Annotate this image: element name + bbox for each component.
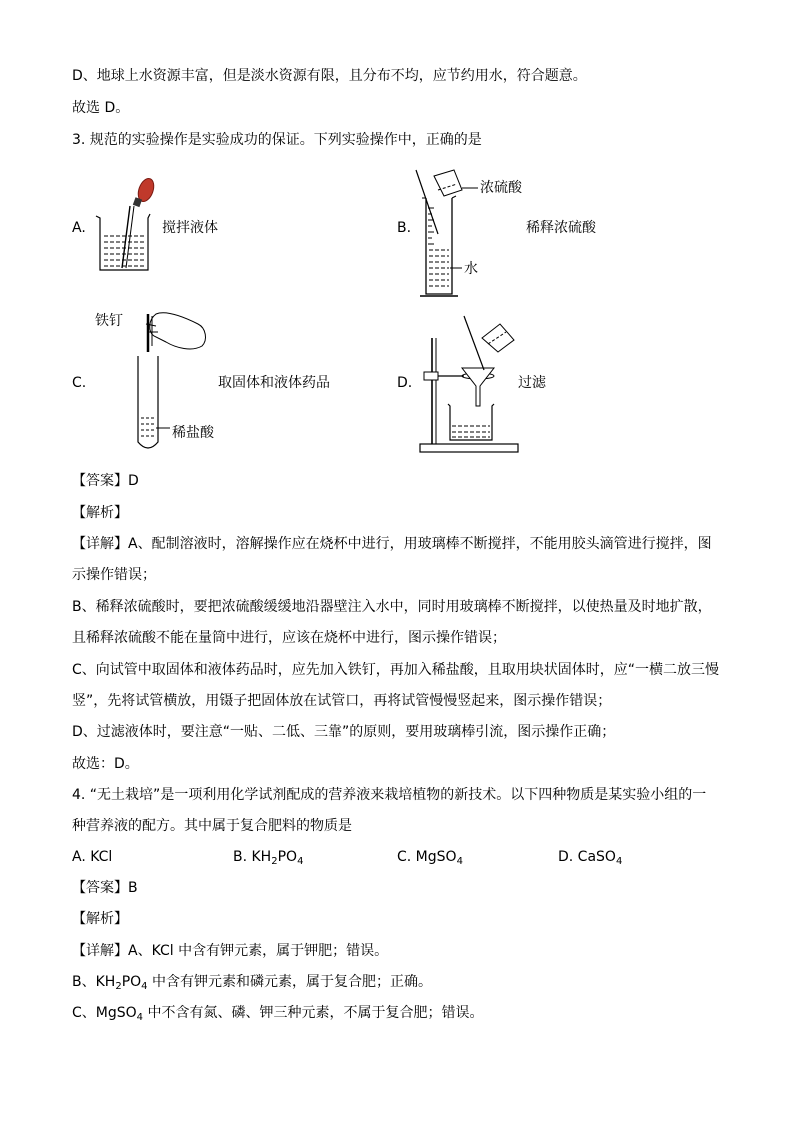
detail-3-g: D、过滤液体时，要注意“一贴、二低、三靠”的原则，要用玻璃棒引流，图示操作正确； xyxy=(72,724,616,740)
label-dilute-hcl: 稀盐酸 xyxy=(172,425,214,441)
option-4-b: B. $KH_2PO_4$ xyxy=(233,849,304,867)
option-4-d: D. CaSO$_4$ xyxy=(558,849,623,867)
answer-3: 【答案】D xyxy=(72,473,139,489)
graduated-cylinder-figure xyxy=(412,168,482,300)
option-a-letter: A. xyxy=(72,220,86,236)
option-b-caption: 稀释浓硫酸 xyxy=(526,220,596,236)
detail-3-h: 故选：D。 xyxy=(72,756,139,772)
analysis-3: 【解析】 xyxy=(72,505,128,521)
option-d-caption: 过滤 xyxy=(518,375,546,391)
label-iron-nail: 铁钉 xyxy=(95,313,123,329)
option-d-letter: D. xyxy=(397,375,413,391)
label-concentrated-acid: 浓硫酸 xyxy=(480,180,522,196)
label-water: 水 xyxy=(464,261,478,277)
option-c-caption: 取固体和液体药品 xyxy=(218,375,330,391)
question-4-b: 种营养液的配方。其中属于复合肥料的物质是 xyxy=(72,818,352,834)
option-c-letter: C. xyxy=(72,375,87,391)
detail-4-a: 【详解】A、KCl 中含有钾元素，属于钾肥；错误。 xyxy=(72,943,389,959)
detail-3-a: 【详解】A、配制溶液时，溶解操作应在烧杯中进行，用玻璃棒不断搅拌，不能用胶头滴管进行搅拌，图 xyxy=(72,536,712,552)
detail-3-d: 且稀释浓硫酸不能在量筒中进行，应该在烧杯中进行，图示操作错误； xyxy=(72,630,506,646)
text-line-1: D、地球上水资源丰富，但是淡水资源有限，且分布不均，应节约用水，符合题意。 xyxy=(72,68,587,84)
detail-4-c: C、MgSO$_4$ 中不含有氮、磷、钾三种元素，不属于复合肥；错误。 xyxy=(72,1005,484,1023)
option-4-c: C. MgSO$_4$ xyxy=(397,849,463,867)
beaker-dropper-figure xyxy=(92,176,162,276)
option-b-letter: B. xyxy=(397,220,412,236)
question-3: 3. 规范的实验操作是实验成功的保证。下列实验操作中，正确的是 xyxy=(72,132,482,148)
detail-3-e: C、向试管中取固体和液体药品时，应先加入铁钉，再加入稀盐酸，且取用块状固体时，应“一横二放三慢 xyxy=(72,662,720,678)
filtration-figure xyxy=(418,308,528,456)
question-4-a: 4. “无土栽培”是一项利用化学试剂配成的营养液来栽培植物的新技术。以下四种物质是某实验小组的一 xyxy=(72,787,707,803)
option-a-caption: 搅拌液体 xyxy=(162,220,218,236)
text-line-2: 故选 D。 xyxy=(72,100,130,116)
option-4-a: A. KCl xyxy=(72,849,113,865)
detail-3-b: 示操作错误； xyxy=(72,567,156,583)
detail-4-b: B、$KH_2PO_4$ 中含有钾元素和磷元素，属于复合肥；正确。 xyxy=(72,974,432,992)
analysis-4: 【解析】 xyxy=(72,911,128,927)
detail-3-c: B、稀释浓硫酸时，要把浓硫酸缓缓地沿器壁注入水中，同时用玻璃棒不断搅拌，以使热量及时地扩散， xyxy=(72,599,712,615)
detail-3-f: 竖”，先将试管横放，用镊子把固体放在试管口，再将试管慢慢竖起来，图示操作错误； xyxy=(72,693,612,709)
answer-4: 【答案】B xyxy=(72,880,138,896)
